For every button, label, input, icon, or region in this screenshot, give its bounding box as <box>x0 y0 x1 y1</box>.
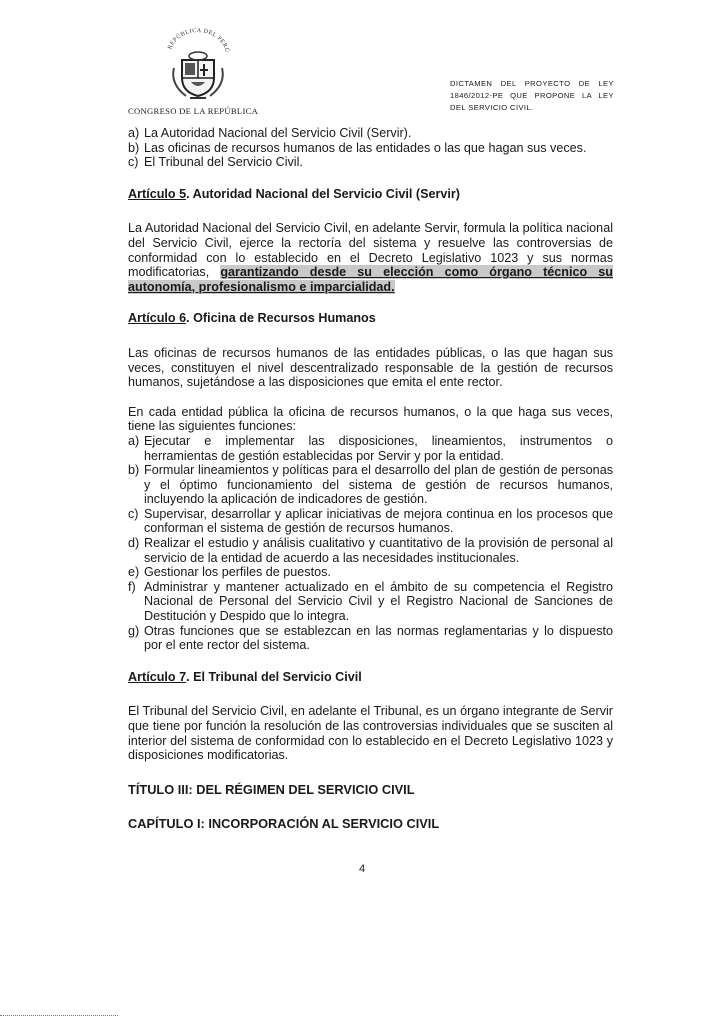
list-item <box>128 580 613 624</box>
list-text: Gestionar los perfiles de puestos. <box>144 565 331 580</box>
paragraph-text: La Autoridad Nacional del Servicio Civil, en adelante Servir, formula la política nacional del Servicio Civil, ejerce la rectoría del sistema y resuelve las controversias de conformidad con lo establecido en el Decreto Legislativo 1023 y sus normas modificatorias, <box>128 221 613 280</box>
list-marker: d) <box>128 536 140 551</box>
list-marker: b) <box>128 140 140 155</box>
chapter-heading: CAPÍTULO I: INCORPORACIÓN AL SERVICIO CIVIL <box>128 816 440 832</box>
list-text: Administrar y mantener actualizado en el ámbito de su competencia el Registro Nacional de Personal del Servicio Civil y el Registro Nacional de Sanciones de Destitución y Despido que lo integra. <box>144 579 613 624</box>
scan-edge-divider <box>0 1015 118 1016</box>
list-marker: a) <box>128 433 140 448</box>
highlighted-amendment: garantizando desde su elección como órgano técnico su autonomía, profesionalismo e imparcialidad. <box>128 265 613 294</box>
article-6-heading: Artículo 6. Oficina de Recursos Humanos <box>128 311 376 326</box>
document-body <box>128 126 613 832</box>
article-title: El Tribunal del Servicio Civil <box>193 669 362 684</box>
dictamen-line: DEL SERVICIO CIVIL. <box>450 103 534 112</box>
list-text: La Autoridad Nacional del Servicio Civil (Servir). <box>144 126 412 140</box>
list-text: Formular lineamientos y políticas para el desarrollo del plan de gestión de personas y el óptimo funcionamiento del sistema de gestión de recursos humanos, incluyendo la aplicación de indicadores de gestión. <box>144 463 613 507</box>
dictamen-line: 1846/2012-PE QUE PROPONE LA LEY <box>450 91 614 100</box>
list-item <box>128 155 613 170</box>
page-number: 4 <box>358 863 366 875</box>
list-text: Supervisar, desarrollar y aplicar iniciativas de mejora continua en los procesos que conforman el sistema de gestión de recursos humanos. <box>144 506 613 536</box>
list-item <box>128 434 613 463</box>
title-heading: TÍTULO III: DEL RÉGIMEN DEL SERVICIO CIVIL <box>128 781 415 797</box>
list-item <box>128 463 613 507</box>
list-text: Realizar el estudio y análisis cualitativo y cuantitativo de la provisión de personal al servicio de la entidad de acuerdo a las necesidades institucionales. <box>144 536 613 565</box>
list-text: Ejecutar e implementar las disposiciones, lineamientos, instrumentos o herramientas de gestión establecidas por Servir y por la entidad. <box>144 433 613 463</box>
congress-name: CONGRESO DE LA REPÚBLICA <box>128 106 259 116</box>
list-item <box>128 536 613 565</box>
article-title: Autoridad Nacional del Servicio Civil (Servir) <box>192 186 460 201</box>
list-marker: a) <box>128 126 140 140</box>
article-5-heading: Artículo 5. Autoridad Nacional del Servicio Civil (Servir) <box>128 186 460 201</box>
list-marker: c) <box>128 506 139 521</box>
article-label: Artículo 7 <box>128 669 187 684</box>
svg-text:REPÚBLICA DEL PERÚ: REPÚBLICA DEL PERÚ <box>167 27 230 54</box>
list-item <box>128 507 613 536</box>
article-7-heading: Artículo 7. El Tribunal del Servicio Civil <box>128 669 362 684</box>
list-marker: e) <box>128 565 140 580</box>
list-item <box>128 126 613 141</box>
article-title: Oficina de Recursos Humanos <box>193 311 376 326</box>
list-item <box>128 624 613 653</box>
list-text: El Tribunal del Servicio Civil. <box>144 155 303 170</box>
article-5-paragraph <box>128 221 613 294</box>
dictamen-reference <box>450 78 614 114</box>
list-text: Otras funciones que se establezcan en las normas reglamentarias y lo dispuesto por el ente rector del sistema. <box>144 623 613 653</box>
list-text: Las oficinas de recursos humanos de las entidades o las que hagan sus veces. <box>144 140 587 155</box>
dictamen-line: DICTAMEN DEL PROYECTO DE LEY <box>450 79 614 88</box>
list-marker: f) <box>128 579 136 594</box>
article-6-intro: En cada entidad pública la oficina de recursos humanos, o la que haga sus veces, tiene las siguientes funciones: <box>128 404 613 434</box>
list-marker: g) <box>128 623 140 638</box>
list-marker: c) <box>128 155 139 170</box>
peru-shield-icon <box>160 26 236 104</box>
article-label: Artículo 5 <box>128 186 187 201</box>
list-item <box>128 141 613 156</box>
coat-of-arms-emblem <box>160 26 236 104</box>
list-marker: b) <box>128 463 140 478</box>
article-7-paragraph: El Tribunal del Servicio Civil, en adelante el Tribunal, es un órgano integrante de Servir que tiene por función la resolución de las controversias individuales que se susciten al interior del sistema de conformidad con lo establecido en el Decreto Legislativo 1023 y disposiciones modificatorias. <box>128 704 613 763</box>
article-label: Artículo 6 <box>128 311 187 326</box>
article-6-paragraph: Las oficinas de recursos humanos de las entidades públicas, o las que hagan sus veces, constituyen el nivel descentralizado responsable de la gestión de recursos humanos, sujetándose a las disposiciones que emita el ente rector. <box>128 345 613 390</box>
list-item <box>128 565 613 580</box>
